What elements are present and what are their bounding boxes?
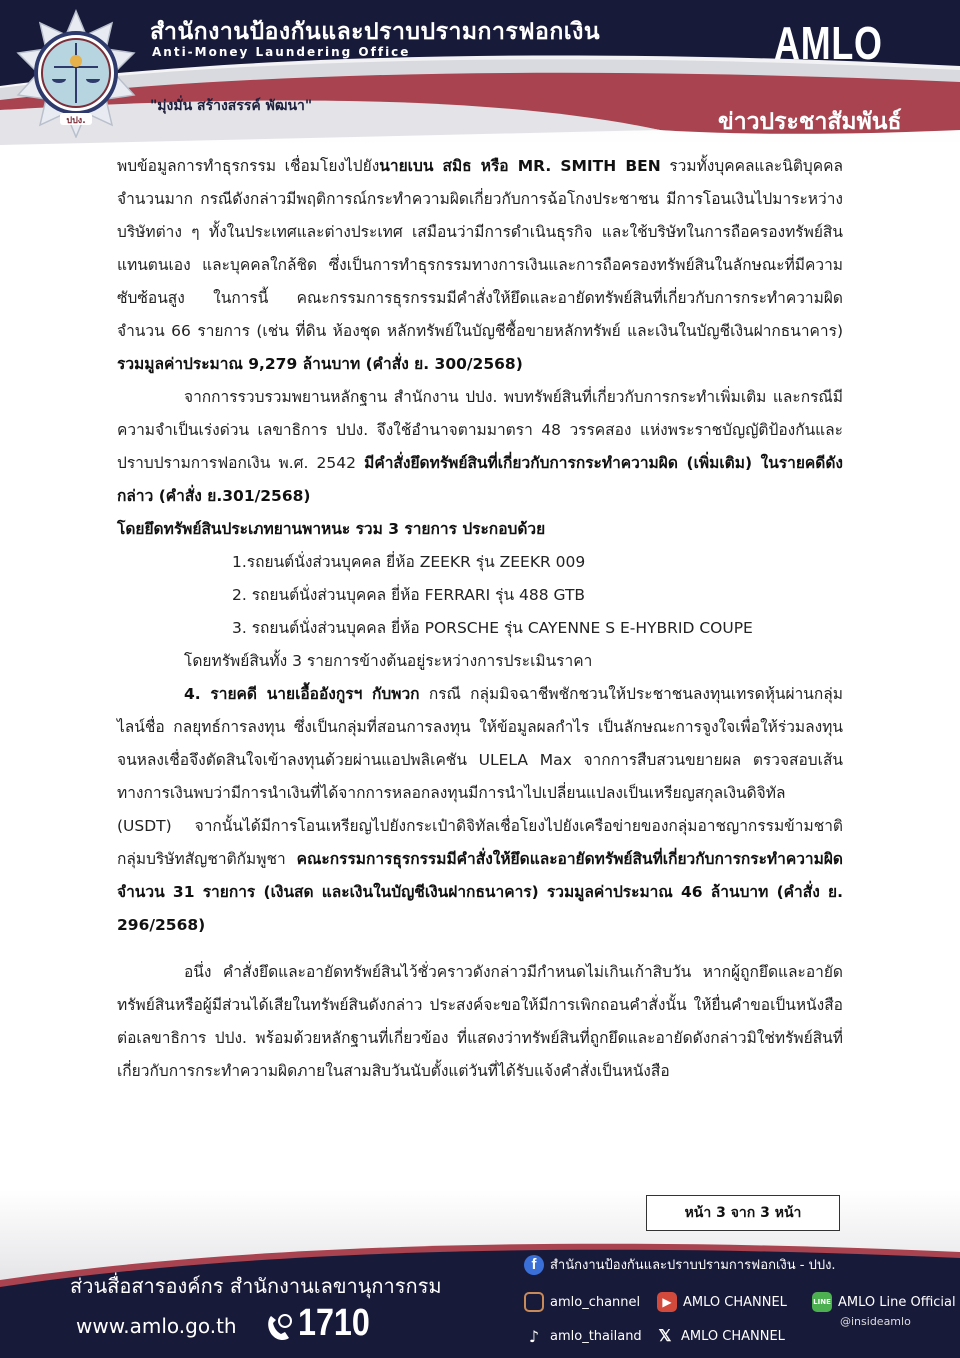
- org-title-thai: สำนักงานป้องกันและปราบปรามการฟอกเงิน: [150, 19, 601, 45]
- case-4-heading: 4. รายคดี นายเอื้ออังกูรฯ กับพวก: [184, 685, 420, 703]
- seizure-total-296: คณะกรรมการธุรกรรมมีคำสั่งให้ยึดและอายัดทรัพย์สินที่เกี่ยวกับการกระทำความผิด จำนวน 31 รายการ (เงินสด และเงินในบัญชีเงินฝากธนาคาร) รวมมูลค่าประมาณ 46 ล้านบาท (คำสั่ง ย. 296/2568): [117, 850, 843, 934]
- footer-department: ส่วนสื่อสารองค์กร สำนักงานเลขานุการกรม: [70, 1274, 442, 1298]
- paragraph-revocation-notice: อนึ่ง คำสั่งยึดและอายัดทรัพย์สินไว้ชั่วคราวดังกล่าวมีกำหนดไม่เกินเก้าสิบวัน หากผู้ถูกยึดและอายัดทรัพย์สินหรือผู้มีส่วนได้เสียในทรัพย์สินดังกล่าว ประสงค์จะขอให้มีการเพิกถอนคำสั่งนั้น ให้ยื่นคำขอเป็นหนังสือต่อเลขาธิการ ปปง. พร้อมด้วยหลักฐานที่เกี่ยวข้อง ที่แสดงว่าทรัพย์สินที่ถูกยึดและอายัดดังกล่าวมิใช่ทรัพย์สินที่เกี่ยวกับการกระทำความผิดภายในสามสิบวันนับตั้งแต่วันที่ได้รับแจ้งคำสั่งเป็นหนังสือ: [117, 963, 843, 1080]
- phone-icon: [265, 1312, 293, 1342]
- suspect-name: นายเบน สมิธ หรือ MR. SMITH BEN: [379, 157, 661, 175]
- press-release-body: [117, 150, 843, 1088]
- social-youtube[interactable]: ▶ AMLO CHANNEL: [657, 1292, 787, 1312]
- social-line[interactable]: LINE AMLO Line Official: [812, 1292, 956, 1312]
- svg-text:ปปง.: ปปง.: [66, 116, 86, 126]
- social-facebook[interactable]: f สำนักงานป้องกันและปราบปรามการฟอกเงิน - ปปง.: [524, 1254, 836, 1275]
- letterhead-header: [0, 0, 960, 145]
- social-x[interactable]: 𝕏 AMLO CHANNEL: [655, 1326, 785, 1346]
- additional-seizure-order: มีคำสั่งยึดทรัพย์สินที่เกี่ยวกับการกระทำความผิด (เพิ่มเติม) ในรายคดีดังกล่าว: [117, 454, 843, 505]
- vehicle-item: 2. รถยนต์นั่งส่วนบุคคล ยี่ห้อ FERRARI รุ่น 488 GTB: [232, 586, 586, 604]
- section-label-press-release: ข่าวประชาสัมพันธ์: [718, 109, 902, 135]
- page-indicator: หน้า 3 จาก 3 หน้า: [646, 1195, 840, 1231]
- vehicle-valuation-note: โดยทรัพย์สินทั้ง 3 รายการข้างต้นอยู่ระหว่างการประเมินราคา: [184, 652, 593, 670]
- line-id: @insideamlo: [840, 1315, 911, 1328]
- social-tiktok[interactable]: ♪ amlo_thailand: [524, 1326, 642, 1346]
- tiktok-icon: ♪: [528, 1326, 540, 1346]
- youtube-icon: ▶: [657, 1292, 677, 1312]
- footer-website[interactable]: www.amlo.go.th: [76, 1314, 237, 1338]
- amlo-logo: [14, 8, 139, 138]
- line-icon: LINE: [812, 1292, 832, 1312]
- vehicle-item: 3. รถยนต์นั่งส่วนบุคคล ยี่ห้อ PORSCHE รุ่น CAYENNE S E-HYBRID COUPE: [232, 619, 753, 637]
- vehicle-seizure-intro: โดยยึดทรัพย์สินประเภทยานพาหนะ รวม 3 รายการ ประกอบด้วย: [117, 520, 546, 538]
- paragraph-additional-seizure: จากการรวบรวมพยานหลักฐาน สำนักงาน ปปง. พบทรัพย์สินที่เกี่ยวกับการกระทำเพิ่มเติม และกรณีมีความจำเป็นเร่งด่วน เลขาธิการ ปปง. จึงใช้อำนาจตามมาตรา 48 วรรคสอง แห่งพระราชบัญญัติป้องกันและปราบปรามการฟอกเงิน พ.ศ. 2542 มีคำสั่งยึดทรัพย์สินที่เกี่ยวกับการกระทำความผิด (เพิ่มเติม) ในรายคดีดังกล่าว (คำสั่ง ย.301/2568): [117, 388, 843, 505]
- paragraph-case-4: 4. รายคดี นายเอื้ออังกูรฯ กับพวก กรณี กลุ่มมิจฉาชีพชักชวนให้ประชาชนลงทุนเทรดหุ้นผ่านกลุ่มไลน์ชื่อ กลยุทธ์การลงทุน ซึ่งเป็นกลุ่มที่สอนการลงทุน ให้ข้อมูลผลกำไร เป็นลักษณะการจูงใจเพื่อให้ร่วมลงทุนจนหลงเชื่อจึงตัดสินใจเข้าลงทุนด้วยผ่านแอปพลิเคชัน ULELA Max จากการสืบสวนขยายผล ตรวจสอบเส้นทางการเงินพบว่ามีการนำเงินที่ได้จากการหลอกลงทุนมีการนำไปเปลี่ยนแปลงเป็นเหรียญสกุลเงินดิจิทัล (USDT) จากนั้นได้มีการโอนเหรียญไปยังกระเป๋าดิจิทัลเชื่อโยงไปยังเครือข่ายของกลุ่มอาชญากรรมข้ามชาติ กลุ่มบริษัทสัญชาติกัมพูชา คณะกรรมการธุรกรรมมีคำสั่งให้ยึดและอายัดทรัพย์สินที่เกี่ยวกับการกระทำความผิด จำนวน 31 รายการ (เงินสด และเงินในบัญชีเงินฝากธนาคาร) รวมมูลค่าประมาณ 46 ล้านบาท (คำสั่ง ย. 296/2568): [117, 685, 843, 934]
- seizure-total-300: รวมมูลค่าประมาณ 9,279 ล้านบาท (คำสั่ง ย. 300/2568): [117, 355, 523, 373]
- x-icon: 𝕏: [658, 1328, 672, 1345]
- letterhead-footer: [0, 1190, 960, 1358]
- org-motto: "มุ่งมั่น สร้างสรรค์ พัฒนา": [150, 98, 313, 114]
- amlo-brand: AMLO: [774, 17, 883, 69]
- paragraph-case-smith-ben: พบข้อมูลการทำธุรกรรม เชื่อมโยงไปยังนายเบน สมิธ หรือ MR. SMITH BEN รวมทั้งบุคคลและนิติบุคคลจำนวนมาก กรณีดังกล่าวมีพฤติการณ์กระทำความผิดเกี่ยวกับการฉ้อโกงประชาชน มีการโอนเงินไปมาระหว่างบริษัทต่าง ๆ ทั้งในประเทศและต่างประเทศ เสมือนว่ามีการดำเนินธุรกิจ และใช้บริษัทในการถือครองทรัพย์สินแทนตนเอง และบุคคลใกล้ชิด ซึ่งเป็นการทำธุรกรรมทางการเงินและการถือครองทรัพย์สินในลักษณะที่มีความซับซ้อนสูง ในการนี้ คณะกรรมการธุรกรรมมีคำสั่งให้ยึดและอายัดทรัพย์สินที่เกี่ยวกับการกระทำความผิด จำนวน 66 รายการ (เช่น ที่ดิน ห้องชุด หลักทรัพย์ในบัญชีซื้อขายหลักทรัพย์ และเงินในบัญชีเงินฝากธนาคาร) รวมมูลค่าประมาณ 9,279 ล้านบาท (คำสั่ง ย. 300/2568): [117, 157, 843, 373]
- hotline-number[interactable]: 1710: [298, 1302, 370, 1344]
- org-title-english: Anti-Money Laundering Office: [152, 45, 411, 59]
- facebook-icon: f: [524, 1255, 544, 1275]
- social-instagram[interactable]: amlo_channel: [524, 1292, 640, 1312]
- instagram-icon: [524, 1292, 544, 1312]
- vehicle-item: 1.รถยนต์นั่งส่วนบุคคล ยี่ห้อ ZEEKR รุ่น ZEEKR 009: [232, 553, 586, 571]
